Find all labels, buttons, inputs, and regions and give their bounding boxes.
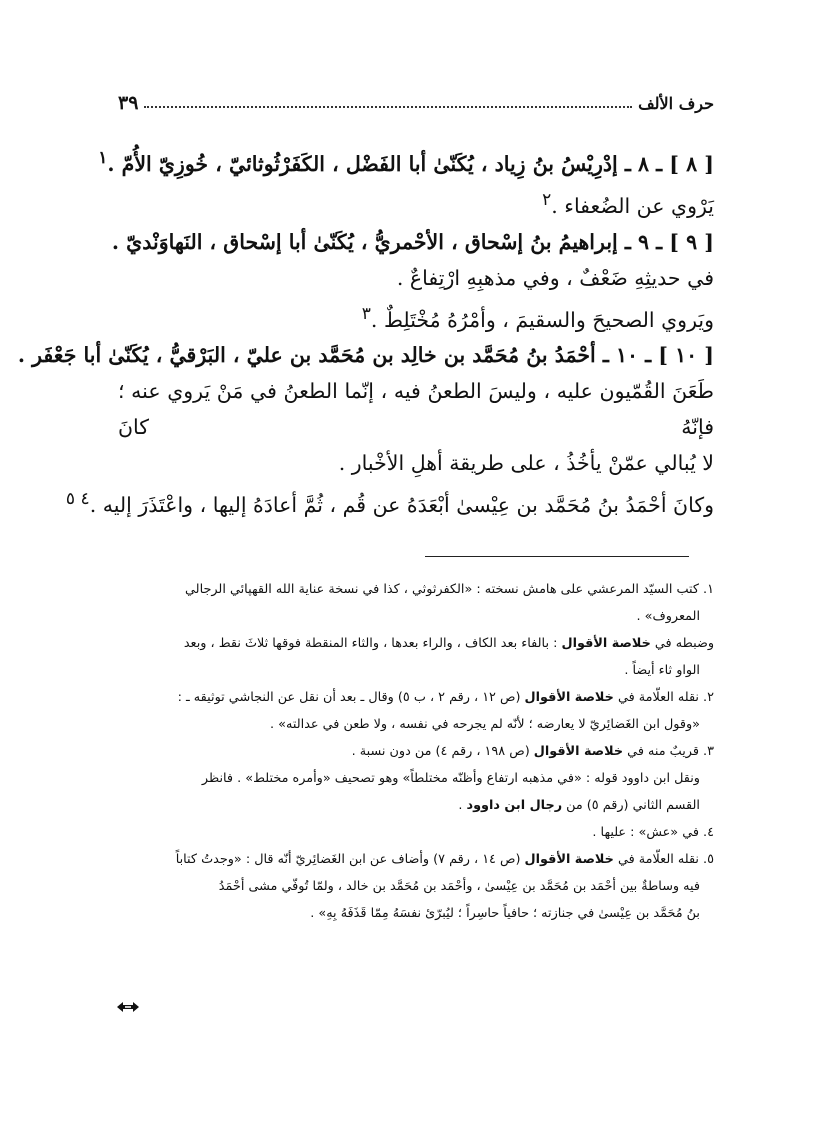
footnote-separator — [425, 556, 689, 557]
page-number: ٣٩ — [118, 92, 139, 114]
footnote-1-line-2: المعروف» . — [636, 609, 700, 624]
entry-8-text: يَرْوي عن الضُعفاء .$^٢$ — [542, 189, 714, 218]
footnote-4: ٤. في «عش» : عليها . — [592, 825, 714, 840]
footnote-2-line-2: «وقول ابن الغَضائِريّ لا يعارضه ؛ لأنّه لم يجرحه في نفسه ، ولا طعن في عدالته» . — [270, 717, 700, 732]
footnote-marker-2[interactable]: ٢ — [542, 189, 552, 210]
source-title: خلاصة الأقوال — [524, 852, 614, 867]
entry-9-text-1: في حديثِهِ ضَعْفٌ ، وفي مذهبِهِ ارْتِفاعٌ . — [396, 265, 714, 290]
footnote-5-line-2: فيه وساطةٌ بين أحْمَد بن مُحَمَّد بن عِيْسىٰ ، وأحْمَد بن مُحَمَّد بن خالد ، ولمّا تُوفّي مشى أحْمَدُ — [218, 879, 700, 894]
footnote-5-line-1: ٥. نقله العلّامة في خلاصة الأقوال (ص ١٤ ، رقم ٧) وأضاف عن ابن الغَضائِريّ أنّه قال : «وجدتُ كتاباً — [175, 852, 714, 867]
entry-9-heading: [ ٩ ] ـ ٩ ـ إبراهيمُ بنُ إسْحاق ، الأحْمريُّ ، يُكَنّىٰ أبا إسْحاق ، النَهاوَنْديّ . — [111, 229, 714, 254]
footnote-marker-4-5[interactable]: ٤ ٥ — [65, 489, 90, 510]
entry-9-text-2: ويَروي الصحيحَ والسقيمَ ، وأمْرُهُ مُخْتَلِطٌ .$^٣$ — [361, 303, 714, 332]
entry-10-text-2: لا يُبالي عمّنْ يأخُذُ ، على طريقة أهلِ الأخْبار . — [338, 451, 714, 476]
footnotes — [118, 576, 714, 927]
footnote-3-line-1: ٣. قريبٌ منه في خلاصة الأقوال (ص ١٩٨ ، رقم ٤) من دون نسبة . — [351, 744, 714, 759]
end-of-page-ornament-icon — [116, 1000, 140, 1014]
source-title: خلاصة الأقوال — [561, 636, 651, 651]
running-header — [118, 88, 714, 118]
source-title: خلاصة الأقوال — [524, 690, 614, 705]
header-title: حرف الألف — [638, 93, 714, 113]
footnote-3b-line-2: القسم الثاني (رقم ٥) من رجال ابن داوود . — [458, 798, 700, 813]
entry-10-heading: [ ١٠ ] ـ ١٠ ـ أحْمَدُ بنُ مُحَمَّد بن خالِد بن مُحَمَّد بن عليّ ، البَرْقيُّ ، يُكَنّىٰ أبا جَعْفَر . — [17, 343, 714, 368]
footnote-5-line-3: بنُ مُحَمَّد بن عِيْسىٰ في جنازته ؛ حافياً حاسِراً ؛ ليُبرّئ نفسَهُ مِمّا قَذَفَهُ بِهِ» . — [310, 906, 700, 921]
source-title: خلاصة الأقوال — [533, 744, 624, 759]
main-text — [17, 140, 714, 523]
header-leader-dots — [144, 106, 632, 108]
footnote-marker-1[interactable]: ١ — [98, 148, 108, 168]
entry-10-text-1: طَعَنَ القُمّيون عليه ، وليسَ الطعنُ فيه ، إنّما الطعنُ في مَنْ يَروي عنه ؛ فإنّهُ كانَ — [118, 379, 714, 440]
footnote-1b-line-2: الواو ثاء أيضاً . — [624, 663, 700, 678]
footnote-1-line-1: ١. كتب السيّد المرعشي على هامش نسخته : «الكفرثوثي ، كذا في نسخة عناية الله القهپائي الرجالي — [185, 582, 714, 597]
source-title: رجال ابن داوود — [466, 798, 563, 813]
footnote-1b-line-1: وضبطه في خلاصة الأقوال : بالفاء بعد الكاف ، والراء بعدها ، والثاء المنقطة فوقها ثلاثَ نقط ، وبعد — [183, 636, 714, 651]
entry-8-heading: [ ٨ ] ـ ٨ ـ إدْرِيْسُ بنُ زِياد ، يُكَنّىٰ أبا الفَضْل ، الكَفَرْثُوثائيّ ، خُوزِيّ الأُمّ .$^١$ — [98, 148, 714, 176]
footnote-marker-3[interactable]: ٣ — [361, 303, 371, 324]
footnote-2-line-1: ٢. نقله العلّامة في خلاصة الأقوال (ص ١٢ ، رقم ٢ ، ب ٥) وقال ـ بعد أن نقل عن النجاشي توثيقه ـ : — [177, 690, 714, 705]
footnote-3b-line-1: ونقل ابن داوود قوله : «في مذهبه ارتفاع وأظنّه مختلطاً» وهو تصحيف «وأمره مختلط» . فانظر — [201, 771, 700, 786]
entry-10-text-3: وكانَ أحْمَدُ بنُ مُحَمَّد بن عِيْسىٰ أبْعَدَهُ عن قُم ، ثُمَّ أعادَهُ إليها ، واعْتَذَرَ إليه .$^{٤ ٥}$ — [65, 489, 714, 518]
